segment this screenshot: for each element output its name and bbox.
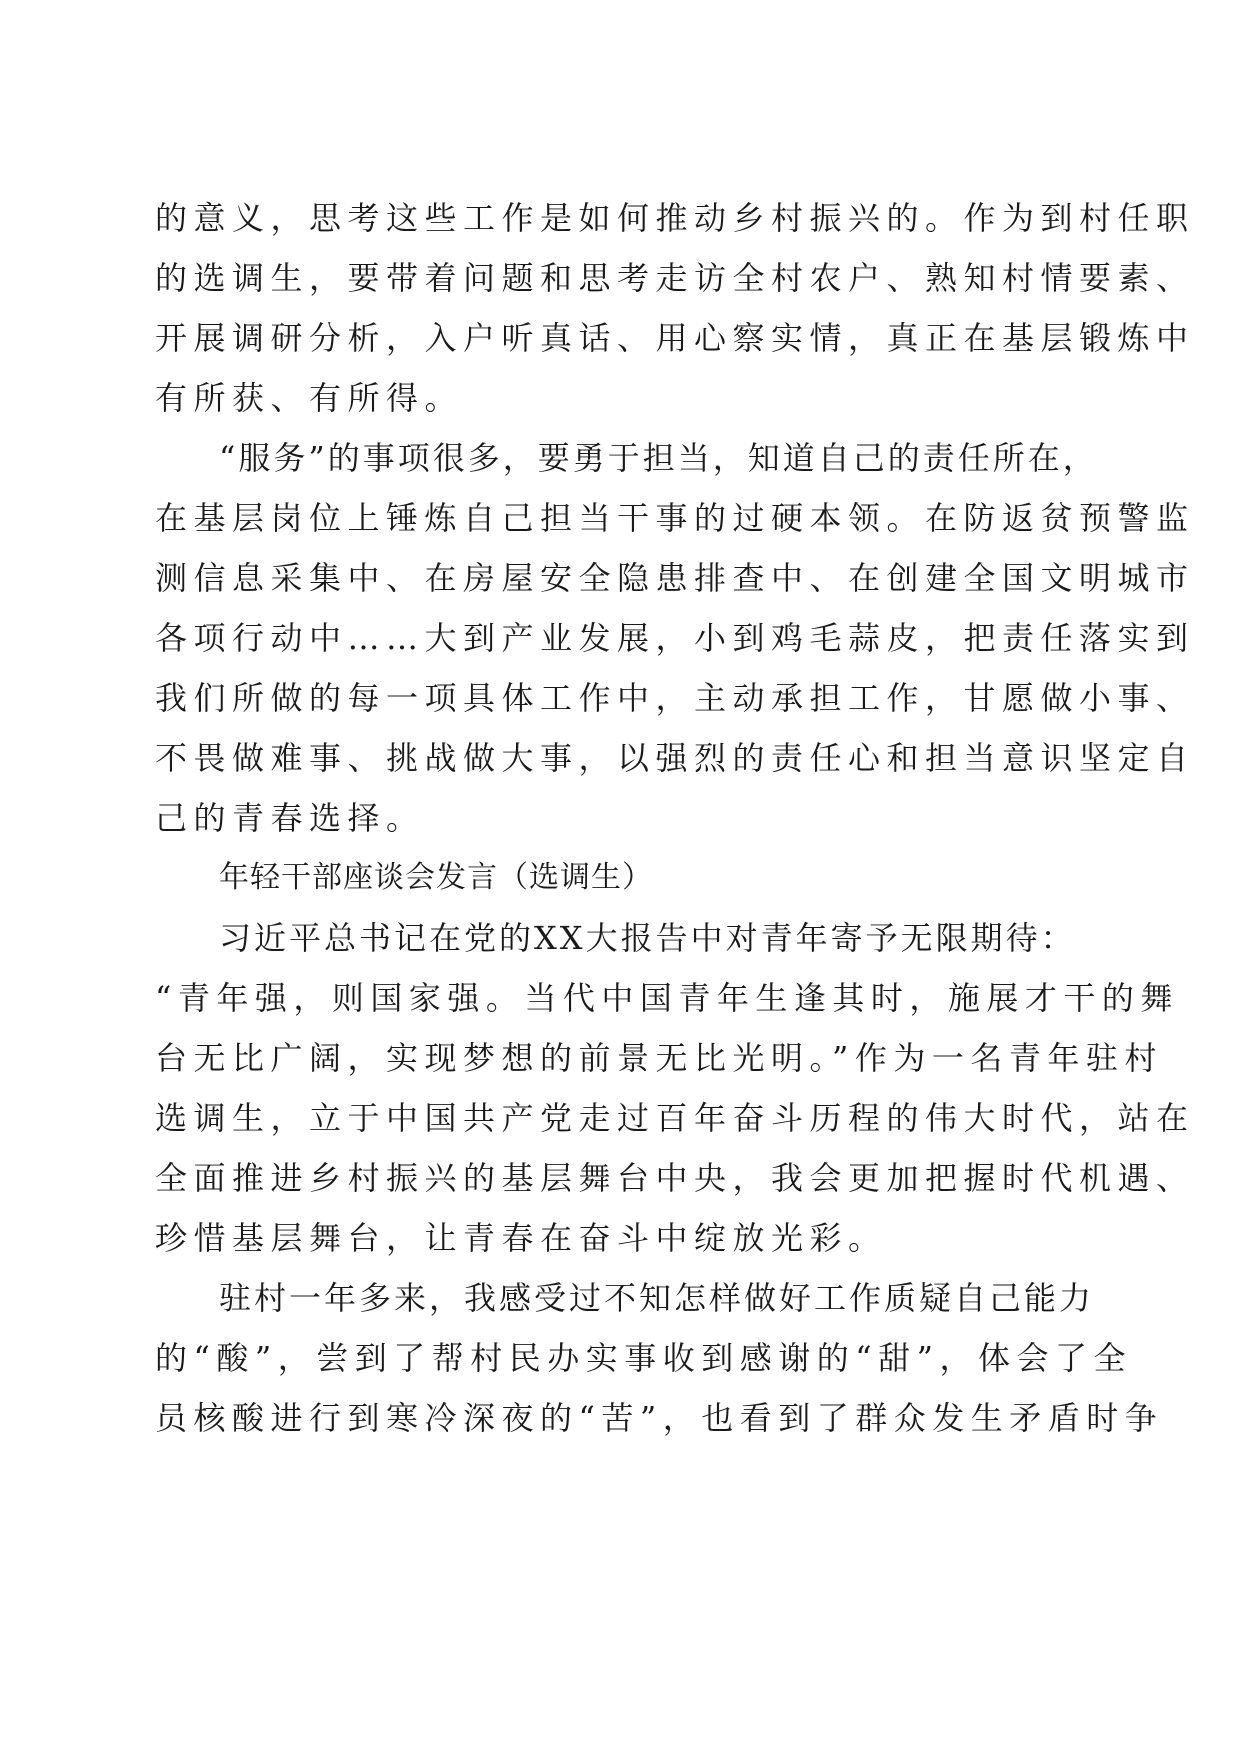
paragraph-line: 测信息采集中、在房屋安全隐患排查中、在创建全国文明城市 bbox=[155, 559, 1195, 597]
paragraph-line: 不畏做难事、挑战做大事，以强烈的责任心和担当意识坚定自 bbox=[155, 739, 1195, 777]
paragraph-line: 开展调研分析，入户听真话、用心察实情，真正在基层锻炼中 bbox=[155, 319, 1195, 357]
paragraph-line: “青年强，则国家强。当代中国青年生逢其时，施展才干的舞 bbox=[155, 979, 1179, 1017]
document-body bbox=[155, 188, 1195, 1448]
paragraph-line: 的意义，思考这些工作是如何推动乡村振兴的。作为到村任职 bbox=[155, 199, 1195, 237]
section-heading: 年轻干部座谈会发言（选调生） bbox=[219, 860, 653, 895]
paragraph-line: 己的青春选择。 bbox=[155, 799, 425, 837]
paragraph-first-line: 习近平总书记在党的XX大报告中对青年寄予无限期待： bbox=[219, 919, 1076, 957]
paragraph-first-line: 驻村一年多来，我感受过不知怎样做好工作质疑自己能力 bbox=[219, 1279, 1095, 1317]
paragraph-line: 在基层岗位上锤炼自己担当干事的过硬本领。在防返贫预警监 bbox=[155, 499, 1195, 537]
paragraph-line: 台无比广阔，实现梦想的前景无比光明。”作为一名青年驻村 bbox=[155, 1039, 1163, 1077]
paragraph-line: 员核酸进行到寒冷深夜的“苦”，也看到了群众发生矛盾时争 bbox=[155, 1399, 1164, 1437]
paragraph-first-line: “服务”的事项很多，要勇于担当，知道自己的责任所在， bbox=[219, 439, 1098, 477]
paragraph-line: 的“酸”，尝到了帮村民办实事收到感谢的“甜”，体会了全 bbox=[155, 1339, 1132, 1377]
paragraph-line: 各项行动中……大到产业发展，小到鸡毛蒜皮，把责任落实到 bbox=[155, 619, 1195, 657]
paragraph-line: 选调生，立于中国共产党走过百年奋斗历程的伟大时代，站在 bbox=[155, 1099, 1195, 1137]
paragraph-line: 全面推进乡村振兴的基层舞台中央，我会更加把握时代机遇、 bbox=[155, 1159, 1195, 1197]
paragraph-line: 有所获、有所得。 bbox=[155, 379, 464, 417]
paragraph-line: 的选调生，要带着问题和思考走访全村农户、熟知村情要素、 bbox=[155, 259, 1195, 297]
paragraph-line: 我们所做的每一项具体工作中，主动承担工作，甘愿做小事、 bbox=[155, 679, 1195, 717]
paragraph-line: 珍惜基层舞台，让青春在奋斗中绽放光彩。 bbox=[155, 1219, 887, 1257]
